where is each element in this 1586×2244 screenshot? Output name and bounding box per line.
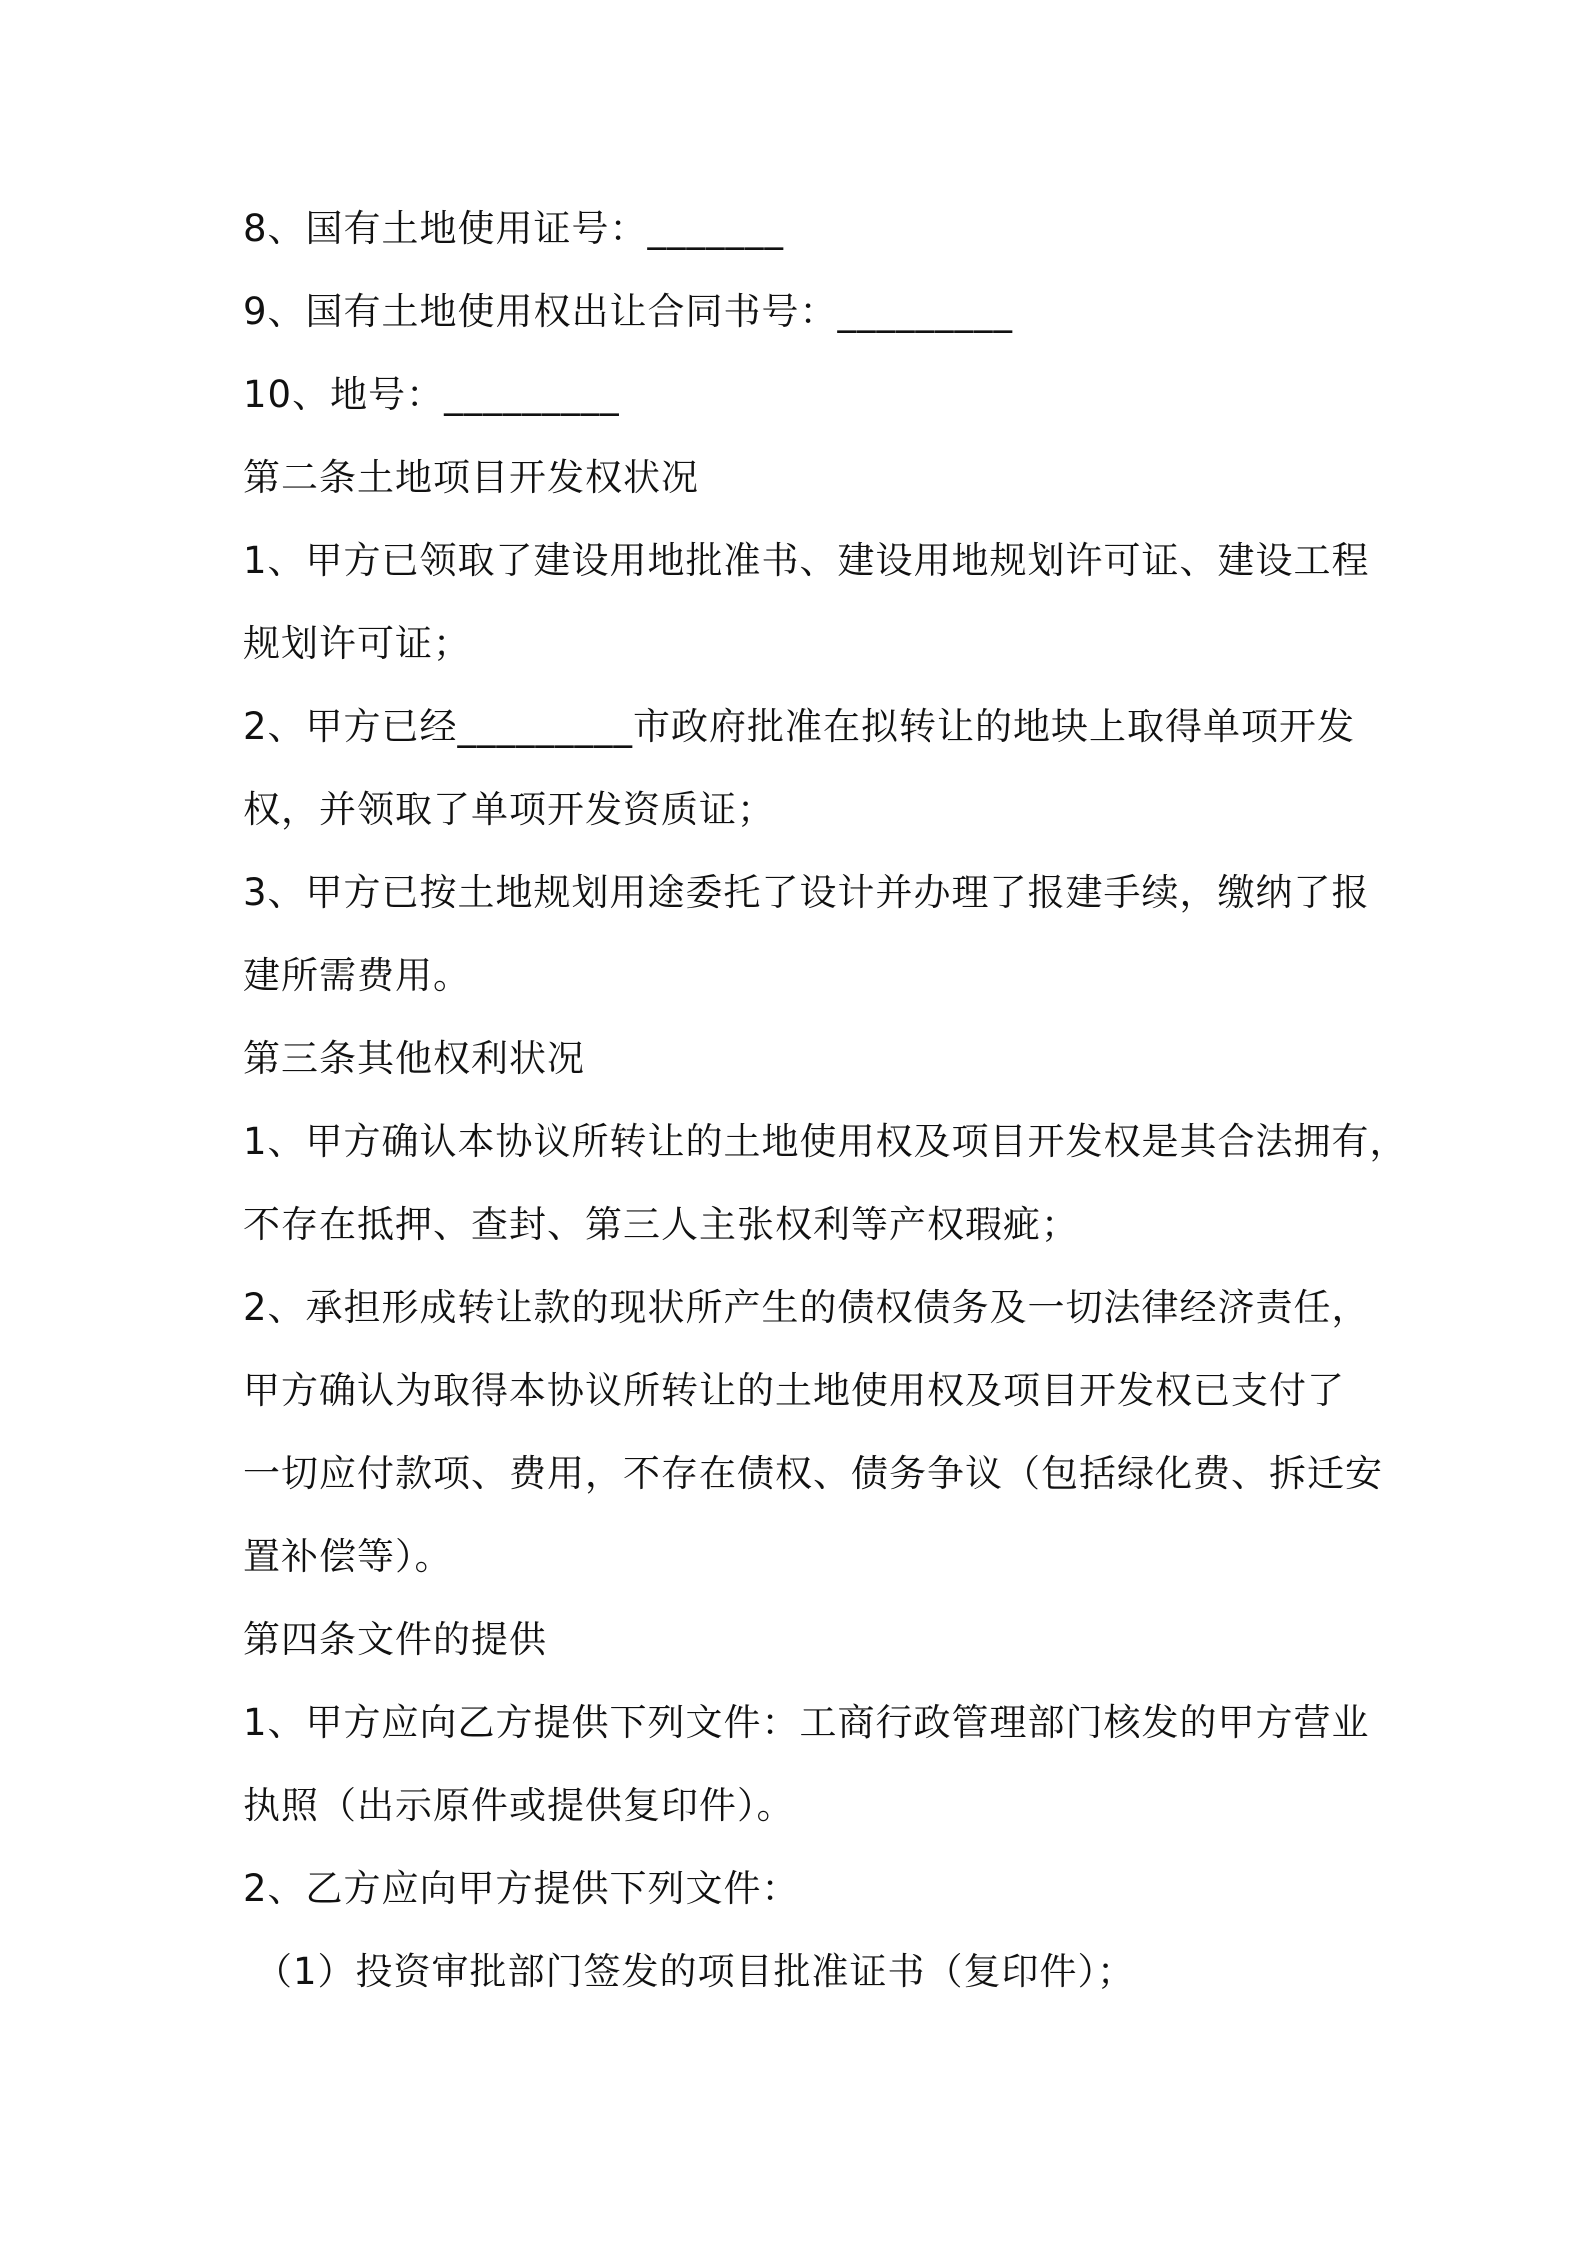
article-3-heading: 第三条其他权利状况 (243, 1037, 585, 1080)
item-9-transfer-contract-no: 9、国有土地使用权出让合同书号：_________ (243, 290, 1014, 333)
item-8-land-certificate-no: 8、国有土地使用证号：_______ (243, 207, 785, 250)
item-10-lot-number: 10、地号：_________ (243, 373, 620, 416)
article-2-clause-1-line-1: 1、甲方已领取了建设用地批准书、建设用地规划许可证、建设工程 (243, 539, 1370, 582)
article-3-clause-2-line-1: 2、承担形成转让款的现状所产生的债权债务及一切法律经济责任， (243, 1286, 1370, 1329)
article-4-clause-1-line-1: 1、甲方应向乙方提供下列文件：工商行政管理部门核发的甲方营业 (243, 1701, 1370, 1744)
article-4-clause-1-line-2: 执照（出示原件或提供复印件）。 (243, 1784, 795, 1827)
article-4-heading: 第四条文件的提供 (243, 1618, 547, 1661)
article-3-clause-1-line-1: 1、甲方确认本协议所转让的土地使用权及项目开发权是其合法拥有， (243, 1120, 1408, 1163)
article-3-clause-2-line-4: 置补偿等）。 (243, 1535, 453, 1578)
article-4-clause-2-item-1: （1）投资审批部门签发的项目批准证书（复印件）； (255, 1950, 1136, 1993)
article-2-heading: 第二条土地项目开发权状况 (243, 456, 699, 499)
article-2-clause-3-line-1: 3、甲方已按土地规划用途委托了设计并办理了报建手续，缴纳了报 (243, 871, 1370, 914)
article-3-clause-2-line-3: 一切应付款项、费用，不存在债权、债务争议（包括绿化费、拆迁安 (243, 1452, 1383, 1495)
article-3-clause-2-line-2: 甲方确认为取得本协议所转让的土地使用权及项目开发权已支付了 (243, 1369, 1345, 1412)
article-3-clause-1-line-2: 不存在抵押、查封、第三人主张权利等产权瑕疵； (243, 1203, 1079, 1246)
article-2-clause-3-line-2: 建所需费用。 (243, 954, 471, 997)
article-2-clause-2-line-2: 权，并领取了单项开发资质证； (243, 788, 775, 831)
article-4-clause-2-line-1: 2、乙方应向甲方提供下列文件： (243, 1867, 800, 1910)
article-2-clause-2-line-1: 2、甲方已经_________市政府批准在拟转让的地块上取得单项开发 (243, 705, 1356, 748)
article-2-clause-1-line-2: 规划许可证； (243, 622, 471, 665)
